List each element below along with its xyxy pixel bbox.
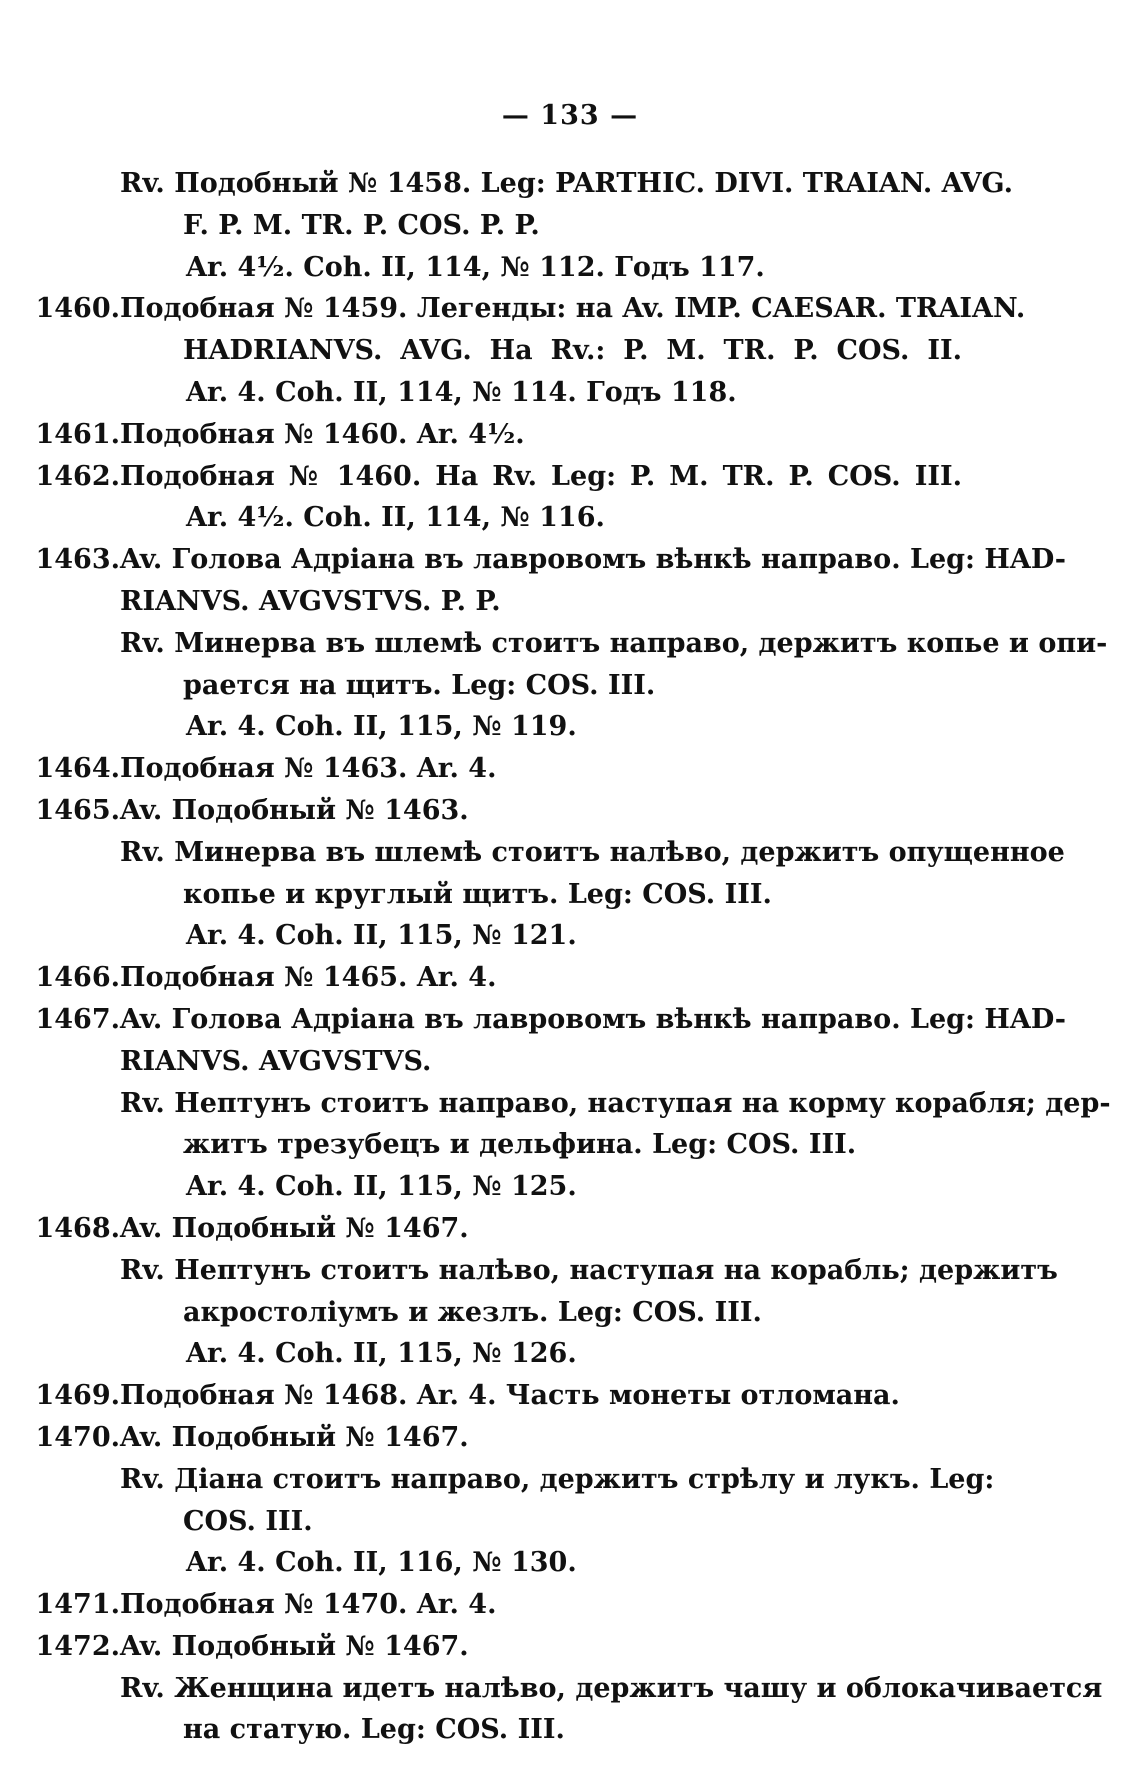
entry-text: Av. Голова Адріана въ лавровомъ вѣнкѣ направо. Leg: HAD-	[120, 544, 1066, 576]
entry-text: Av. Подобный № 1467.	[120, 1212, 469, 1244]
catalog-line	[0, 832, 1140, 874]
entry-text: Rv. Женщина идетъ налѣво, держитъ чашу и облокачивается	[120, 1672, 1103, 1704]
catalog-line	[0, 1166, 1140, 1208]
entry-text: Ar. 4. Coh. II, 116, № 130.	[186, 1547, 577, 1579]
entry-number: 1463.	[35, 544, 120, 576]
catalog-line	[0, 1375, 1140, 1417]
catalog-line	[0, 581, 1140, 623]
catalog-line	[0, 1668, 1140, 1710]
catalog-line	[0, 748, 1140, 790]
catalog-line	[0, 1041, 1140, 1083]
catalog-line	[0, 1333, 1140, 1375]
entry-number: 1465.	[35, 794, 120, 826]
entry-text: Rv. Подобный № 1458. Leg: PARTHIC. DIVI. TRAIAN. AVG.	[120, 168, 1014, 199]
catalog-line	[0, 1292, 1140, 1334]
catalog-entries	[0, 163, 1140, 1751]
entry-text: Подобная № 1468. Ar. 4. Часть монеты отломана.	[120, 1380, 900, 1412]
catalog-line	[0, 957, 1140, 999]
entry-text: Rv. Діана стоитъ направо, держитъ стрѣлу и лукъ. Leg:	[120, 1463, 995, 1495]
catalog-line	[0, 288, 1140, 330]
entry-text: Ar. 4. Coh. II, 115, № 119.	[186, 711, 577, 743]
catalog-line	[0, 1459, 1140, 1501]
entry-text: Ar. 4. Coh. II, 115, № 125.	[186, 1171, 577, 1203]
catalog-line	[0, 1417, 1140, 1459]
entry-text: копье и круглый щитъ. Leg: COS. III.	[183, 878, 772, 910]
catalog-line	[0, 372, 1140, 414]
catalog-line	[0, 1083, 1140, 1125]
catalog-line	[0, 1584, 1140, 1626]
entry-number: 1461.	[35, 418, 120, 450]
entry-text: COS. III.	[183, 1505, 313, 1537]
entry-text: Rv. Минерва въ шлемѣ стоитъ направо, держитъ копье и опи-	[120, 627, 1108, 659]
entry-text: Ar. 4. Coh. II, 115, № 126.	[186, 1338, 577, 1370]
entry-text: Av. Подобный № 1463.	[120, 794, 469, 826]
catalog-line	[0, 205, 1140, 247]
entry-text: RIANVS. AVGVSTVS. P. P.	[120, 585, 501, 617]
catalog-line	[0, 414, 1140, 456]
catalog-line	[0, 539, 1140, 581]
entry-text: Av. Подобный № 1467.	[120, 1421, 469, 1453]
entry-text: на статую. Leg: COS. III.	[183, 1714, 565, 1746]
entry-number: 1464.	[35, 753, 120, 785]
entry-number: 1469.	[35, 1380, 120, 1412]
catalog-line	[0, 665, 1140, 707]
catalog-line	[0, 1709, 1140, 1751]
entry-text: рается на щитъ. Leg: COS. III.	[183, 669, 656, 701]
catalog-line	[0, 1501, 1140, 1543]
catalog-line	[0, 790, 1140, 832]
entry-text: Подобная № 1463. Ar. 4.	[120, 753, 497, 785]
entry-number: 1460.	[35, 293, 120, 325]
entry-text: житъ трезубецъ и дельфина. Leg: COS. III.	[183, 1129, 857, 1161]
entry-text: Подобная № 1459. Легенды: на Av. IMP. CAESAR. TRAIAN.	[120, 293, 1026, 325]
entry-text: Ar. 4½. Coh. II, 114, № 116.	[186, 502, 605, 534]
entry-text: F. P. M. TR. P. COS. P. P.	[183, 209, 540, 241]
entry-number: 1466.	[35, 962, 120, 994]
entry-text: HADRIANVS. AVG. На Rv.: P. M. TR. P. COS. II.	[183, 335, 962, 367]
entry-text: RIANVS. AVGVSTVS.	[120, 1045, 432, 1077]
entry-number: 1462.	[35, 460, 120, 492]
catalog-line	[0, 999, 1140, 1041]
catalog-line	[0, 163, 1140, 205]
entry-text: Подобная № 1470. Ar. 4.	[120, 1589, 497, 1621]
entry-text: Подобная № 1465. Ar. 4.	[120, 962, 497, 994]
entry-text: Rv. Нептунъ стоитъ направо, наступая на корму корабля; дер-	[120, 1087, 1111, 1119]
entry-number: 1472.	[35, 1630, 120, 1662]
entry-text: Rv. Нептунъ стоитъ налѣво, наступая на корабль; держитъ	[120, 1254, 1058, 1286]
catalog-line	[0, 330, 1140, 372]
catalog-line	[0, 247, 1140, 289]
entry-text: Av. Подобный № 1467.	[120, 1630, 469, 1662]
entry-text: акростоліумъ и жезлъ. Leg: COS. III.	[183, 1296, 762, 1328]
catalog-line	[0, 1542, 1140, 1584]
catalog-line	[0, 1626, 1140, 1668]
catalog-line	[0, 915, 1140, 957]
page-number: — 133 —	[501, 100, 639, 131]
catalog-line	[0, 623, 1140, 665]
entry-number: 1471.	[35, 1589, 120, 1621]
entry-text: Ar. 4½. Coh. II, 114, № 112. Годъ 117.	[186, 251, 765, 283]
entry-text: Подобная № 1460. На Rv. Leg: P. M. TR. P. COS. III.	[120, 460, 962, 492]
entry-text: Ar. 4. Coh. II, 114, № 114. Годъ 118.	[186, 376, 737, 408]
catalog-line	[0, 1250, 1140, 1292]
entry-text: Подобная № 1460. Ar. 4½.	[120, 418, 525, 450]
entry-text: Av. Голова Адріана въ лавровомъ вѣнкѣ направо. Leg: HAD-	[120, 1003, 1066, 1035]
catalog-line	[0, 874, 1140, 916]
catalog-line	[0, 1208, 1140, 1250]
entry-number: 1467.	[35, 1003, 120, 1035]
entry-number: 1468.	[35, 1212, 120, 1244]
catalog-line	[0, 706, 1140, 748]
catalog-line	[0, 456, 1140, 498]
catalog-line	[0, 497, 1140, 539]
entry-text: Ar. 4. Coh. II, 115, № 121.	[186, 920, 577, 952]
catalog-line	[0, 1124, 1140, 1166]
entry-number: 1470.	[35, 1421, 120, 1453]
entry-text: Rv. Минерва въ шлемѣ стоитъ налѣво, держитъ опущенное	[120, 836, 1065, 868]
